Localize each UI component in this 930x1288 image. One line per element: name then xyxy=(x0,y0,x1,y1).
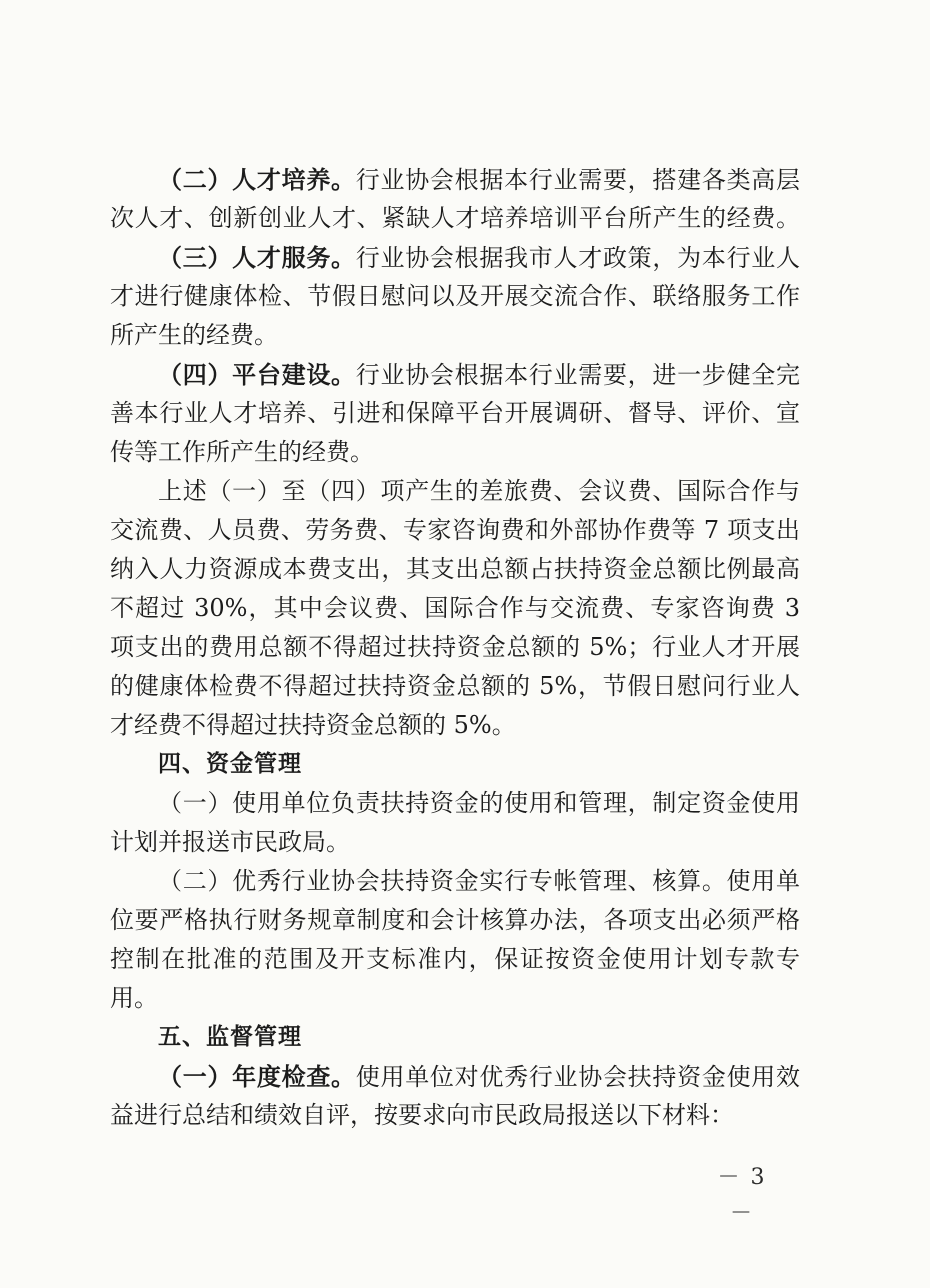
line-text: 行业协会根据本行业需要，搭建各类高层 xyxy=(355,166,800,194)
line-text: 使用单位对优秀行业协会扶持资金使用效 xyxy=(355,1063,800,1091)
text-line: 控制在批准的范围及开支标准内，保证按资金使用计划专款专 xyxy=(110,945,800,973)
paragraph-dedicated-account xyxy=(110,862,800,1018)
paragraph-lead: （一）年度检查。 xyxy=(158,1062,356,1091)
text-line: （一）使用单位负责扶持资金的使用和管理，制定资金使用 xyxy=(158,789,800,817)
text-line xyxy=(110,160,800,199)
text-line: 用。 xyxy=(110,984,158,1012)
text-line: 纳入人力资源成本费支出，其支出总额占扶持资金总额比例最高 xyxy=(110,555,800,583)
text-line: 项支出的费用总额不得超过扶持资金总额的 5%；行业人才开展 xyxy=(110,633,800,661)
paragraph-talent-service xyxy=(110,238,800,355)
text-line: 不超过 30%，其中会议费、国际合作与交流费、专家咨询费 3 xyxy=(110,594,800,622)
text-line xyxy=(110,355,800,394)
text-line: 才进行健康体检、节假日慰问以及开展交流合作、联络服务工作 xyxy=(110,282,800,310)
paragraph-fund-usage xyxy=(110,784,800,862)
line-text: 行业协会根据本行业需要，进一步健全完 xyxy=(355,361,800,389)
text-line: 计划并报送市民政局。 xyxy=(110,828,350,856)
paragraph-talent-training xyxy=(110,160,800,238)
paragraph-lead: （四）平台建设。 xyxy=(158,360,356,389)
text-line: 次人才、创新创业人才、紧缺人才培养培训平台所产生的经费。 xyxy=(110,204,800,232)
text-line: 善本行业人才培养、引进和保障平台开展调研、督导、评价、宣 xyxy=(110,399,800,427)
text-line: 才经费不得超过扶持资金总额的 5%。 xyxy=(110,711,516,739)
text-line: 益进行总结和绩效自评，按要求向市民政局报送以下材料： xyxy=(110,1101,734,1129)
text-line: 的健康体检费不得超过扶持资金总额的 5%，节假日慰问行业人 xyxy=(110,672,800,700)
document-body xyxy=(110,160,800,1135)
paragraph-expense-limits xyxy=(110,472,800,745)
paragraph-annual-inspection xyxy=(110,1057,800,1135)
text-line: 交流费、人员费、劳务费、专家咨询费和外部协作费等 7 项支出 xyxy=(110,516,800,544)
text-line: 传等工作所产生的经费。 xyxy=(110,438,374,466)
paragraph-lead: （三）人才服务。 xyxy=(158,243,356,272)
text-line xyxy=(110,1057,800,1096)
section-heading-supervision: 五、监督管理 xyxy=(158,1024,302,1050)
line-text: 行业协会根据我市人才政策，为本行业人 xyxy=(355,244,800,272)
text-line: 所产生的经费。 xyxy=(110,321,278,349)
page-number: － 3 － xyxy=(717,1165,767,1226)
paragraph-lead: （二）人才培养。 xyxy=(158,165,356,194)
text-line xyxy=(110,238,800,277)
text-line: （二）优秀行业协会扶持资金实行专帐管理、核算。使用单 xyxy=(158,867,800,895)
section-heading-fund-management: 四、资金管理 xyxy=(158,751,302,777)
paragraph-platform-building xyxy=(110,355,800,472)
text-line: 上述（一）至（四）项产生的差旅费、会议费、国际合作与 xyxy=(158,477,800,505)
text-line: 位要严格执行财务规章制度和会计核算办法，各项支出必须严格 xyxy=(110,906,800,934)
